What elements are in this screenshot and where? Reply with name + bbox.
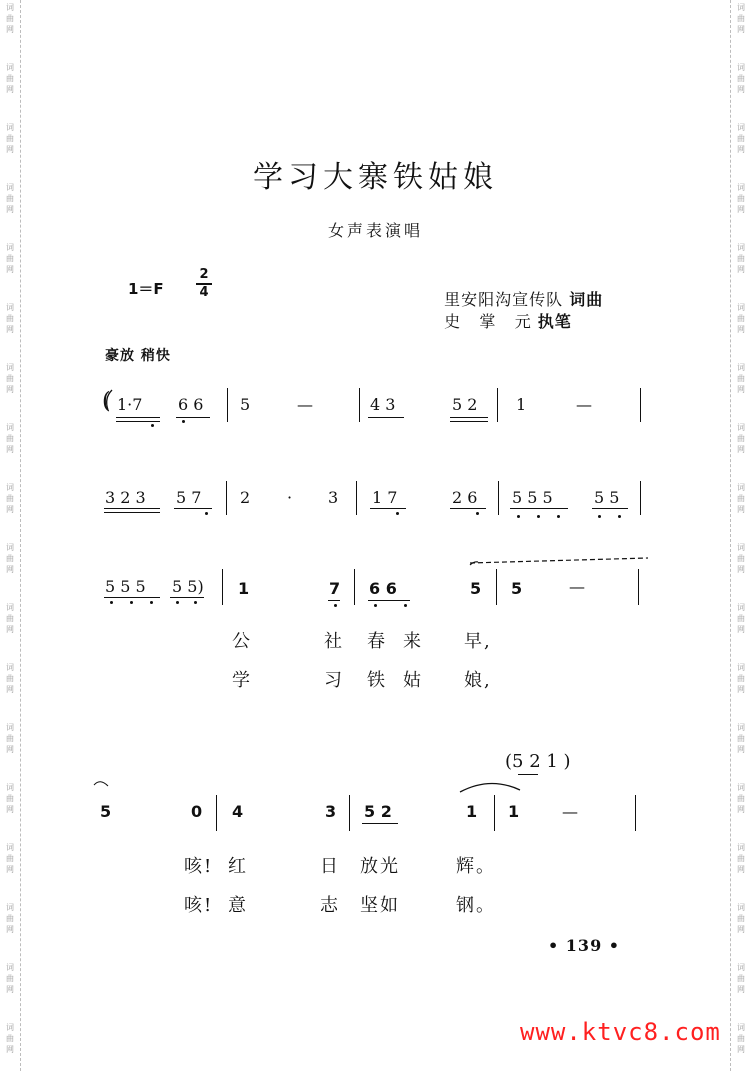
lyric-char: 早, <box>464 631 492 652</box>
meter-top: 2 <box>199 267 209 282</box>
score-note: 3 2 3 <box>105 488 146 507</box>
lyric-char: 习 <box>324 670 344 691</box>
watermark-text: 词 曲 网 <box>6 723 14 754</box>
lyric-char: 社 <box>324 631 344 652</box>
score-note: 2 6 <box>452 488 478 507</box>
watermark-text: 词 曲 网 <box>6 903 14 934</box>
lyric-char: 娘, <box>464 670 492 691</box>
watermark-text: 词 曲 网 <box>737 663 745 694</box>
score-note: 1 <box>508 802 520 821</box>
watermark-text: 词 曲 网 <box>737 903 745 934</box>
tempo-marking: 豪放 稍快 <box>105 348 171 364</box>
score-note: 6 6 <box>178 395 204 414</box>
score-note: 5 5 5 <box>512 488 553 507</box>
watermark-text: 词 曲 网 <box>6 783 14 814</box>
lyric-char: 坚如 <box>360 895 400 916</box>
score-note: 5 5 5 <box>105 577 146 596</box>
score-note: 0 <box>191 802 203 821</box>
watermark-text: 词 曲 网 <box>737 423 745 454</box>
watermark-text: 词 曲 网 <box>737 1023 745 1054</box>
score-note: 1 <box>238 579 250 598</box>
score-note: 5 5 <box>594 488 620 507</box>
score-note: — <box>576 395 592 414</box>
lyric-char: 钢。 <box>456 895 496 916</box>
watermark-text: 词 曲 网 <box>737 783 745 814</box>
score-note: 1 <box>466 802 478 821</box>
watermark-text: 词 曲 网 <box>737 303 745 334</box>
watermark-text: 词 曲 网 <box>6 363 14 394</box>
score-note: 5 <box>240 395 251 414</box>
watermark-text: 词 曲 网 <box>6 543 14 574</box>
watermark-text: 词 曲 网 <box>6 603 14 634</box>
song-title: 学习大寨铁姑娘 <box>253 160 498 195</box>
watermark-text: 词 曲 网 <box>737 543 745 574</box>
score-note: 5 2 <box>364 802 392 821</box>
song-subtitle: 女声表演唱 <box>327 221 423 240</box>
site-watermark: www.ktvc8.com <box>520 1018 721 1046</box>
score-note: 5 2 <box>452 395 478 414</box>
watermark-text: 词 曲 网 <box>6 963 14 994</box>
watermark-text: 词 曲 网 <box>737 603 745 634</box>
watermark-text: 词 曲 网 <box>6 1023 14 1054</box>
meter-bottom: 4 <box>199 285 209 300</box>
watermark-text: 词 曲 网 <box>737 183 745 214</box>
score-note: — <box>297 395 313 414</box>
score-note: 2 <box>240 488 251 507</box>
alternate-ending: (5 2 1 ) <box>505 751 571 772</box>
score-note: 5 <box>100 802 112 821</box>
score-note: 7 <box>329 579 341 598</box>
score-note: 1 7 <box>372 488 398 507</box>
score-note: 4 <box>232 802 244 821</box>
lyric-char: 学 <box>232 670 252 691</box>
watermark-text: 词 曲 网 <box>6 123 14 154</box>
watermark-text: 词 曲 网 <box>6 63 14 94</box>
credit-name: 里安阳沟宣传队 <box>444 290 564 309</box>
lyric-char: 辉。 <box>456 856 496 877</box>
credit-name: 史 掌 元 <box>444 312 532 331</box>
watermark-text: 词 曲 网 <box>737 63 745 94</box>
watermark-text: 词 曲 网 <box>6 183 14 214</box>
lyric-char: 咳! <box>184 895 214 916</box>
score-note: · <box>287 488 293 507</box>
watermark-text: 词 曲 网 <box>6 483 14 514</box>
score-note: 6 6 <box>369 579 397 598</box>
score-note: 4 3 <box>370 395 396 414</box>
open-paren: ( <box>102 389 111 414</box>
score-note: 1·7 <box>117 395 143 414</box>
watermark-text: 词 曲 网 <box>737 3 745 34</box>
page-number: • 139 • <box>548 936 620 955</box>
watermark-text: 词 曲 网 <box>737 243 745 274</box>
lyric-char: 铁 <box>367 670 387 691</box>
watermark-text: 词 曲 网 <box>6 843 14 874</box>
score-note: 5 7 <box>176 488 202 507</box>
credit-role: 词曲 <box>569 290 604 309</box>
score-note: 5 <box>511 579 523 598</box>
lyric-char: 来 <box>403 631 423 652</box>
score-note: — <box>569 577 585 596</box>
score-note: 5 <box>470 579 482 598</box>
score-note: 3 <box>325 802 337 821</box>
watermark-text: 词 曲 网 <box>737 963 745 994</box>
lyric-char: 志 <box>320 895 340 916</box>
watermark-text: 词 曲 网 <box>6 663 14 694</box>
lyric-char: 日 <box>320 856 340 877</box>
lyric-char: 意 <box>228 895 248 916</box>
lyric-char: 放光 <box>360 856 400 877</box>
watermark-text: 词 曲 网 <box>737 363 745 394</box>
score-note: 5 5) <box>172 577 204 596</box>
lyric-char: 春 <box>367 631 387 652</box>
score-note: — <box>562 802 578 821</box>
watermark-text: 词 曲 网 <box>6 303 14 334</box>
watermark-text: 词 曲 网 <box>737 843 745 874</box>
credit-role: 执笔 <box>537 312 572 331</box>
watermark-text: 词 曲 网 <box>737 123 745 154</box>
lyric-char: 姑 <box>403 670 423 691</box>
key-signature: 1＝F <box>128 280 164 298</box>
watermark-text: 词 曲 网 <box>737 723 745 754</box>
watermark-text: 词 曲 网 <box>6 3 14 34</box>
score-note: 1 <box>516 395 527 414</box>
lyric-char: 公 <box>232 631 252 652</box>
watermark-text: 词 曲 网 <box>6 243 14 274</box>
watermark-text: 词 曲 网 <box>6 423 14 454</box>
watermark-text: 词 曲 网 <box>737 483 745 514</box>
lyric-char: 咳! <box>184 856 214 877</box>
score-note: 3 <box>328 488 339 507</box>
lyric-char: 红 <box>228 856 248 877</box>
